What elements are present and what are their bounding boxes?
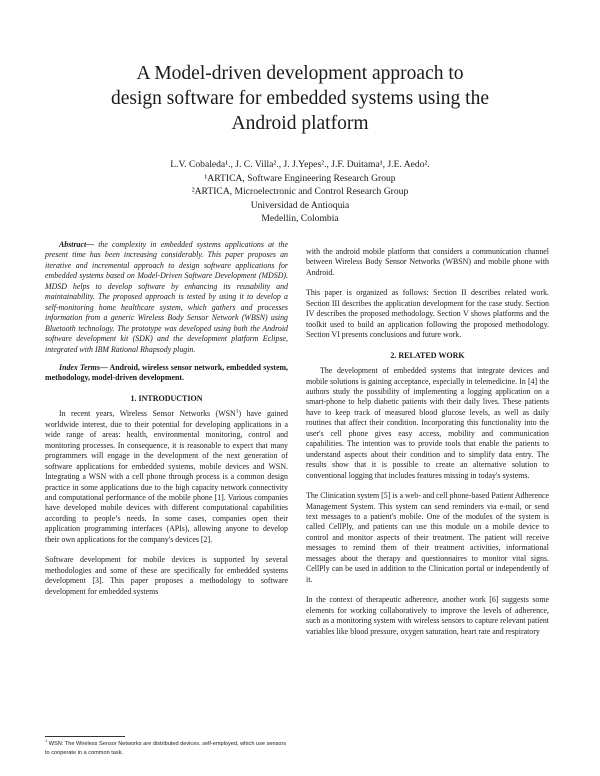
footnote-marker: 1: [45, 738, 48, 744]
section-heading-related-work: 2. RELATED WORK: [390, 350, 465, 360]
related-paragraph-2: The Clinication system [5] is a web- and cell phone-based Patient Adherence Management System. This system can send reminders via e-mail, or send text messages to a patient's mobile. One of the modules of the system is called CellPly, and patients can use this module on a mobile device to control and monitor aspects of their treatment. The patient will receive messages to remind them of their treatment activities, informational messages about the therapy and questionnaires to monitor vital signs. CellPly can be used in addition to the Clinication portal or independently of it.: [306, 491, 549, 584]
footnote: [45, 740, 288, 757]
footnote-divider: [45, 736, 125, 737]
section-heading-introduction: 1. INTRODUCTION: [130, 393, 203, 403]
intro-p1-rest: ) have gained worldwide interest, due to their potential for developing applications in a wide range of areas: health, environmental monitoring, control and monitoring processes. In consequence, it is reasonable to expect that many programmers will engage in the development of the next generation of software applications for embedded systems, mobile devices and WSN. Integrating a WSN with a cell phone through process is a common design practice in some applications due to the high capacity network connectivity and computational performance of the mobile phone [1]. Various companies have developed mobile devices with different computational capabilities according to people’s needs. In some cases, companies open their application programming interfaces (APIs), allowing anyone to develop their own applications for the company's devices [2].: [45, 409, 288, 544]
left-column: [45, 240, 288, 597]
abstract-label: Abstract—: [59, 240, 95, 249]
related-paragraph-3: In the context of therapeutic adherence, another work [6] suggests some elements for working collaboratively to improve the levels of adherence, such as a monitoring system with wireless sensors to capture relevant patient variables like blood pressure, oxygen saturation, heart rate and respiratory: [306, 595, 549, 636]
index-terms: [45, 363, 288, 384]
title-line-3: Android platform: [231, 113, 369, 134]
abstract: [45, 240, 288, 355]
title-line-1: A Model-driven development approach to: [136, 63, 464, 84]
location: Medellin, Colombia: [261, 213, 339, 224]
title-line-2: design software for embedded systems using the: [110, 88, 489, 109]
footnote-ref: 1: [235, 408, 239, 415]
intro-paragraph-1: [45, 409, 288, 545]
related-paragraph-1: The development of embedded systems that integrate devices and mobile solutions is gaining acceptance, especially in telemedicine. In [4] the authors study the possibility of implementing a logging application on a smart-phone to help diabetic patients with their daily lives. These patients have to keep track of measured blood glucose levels, as well as daily routines that affect their condition. Incorporating this functionality into the user's cell phone gives easy access, mobility and communication capabilities. The intention was to provide tools that enable the patients to understand aspects about their condition and to simplify data entry. The results show that it is possible to create an alternative solution to conventional logging that includes features missing in today's systems.: [306, 366, 549, 480]
university: Universidad de Antioquia: [250, 199, 350, 211]
index-terms-text: Android, wireless sensor network, embedded system, methodology, model-driven development.: [45, 362, 288, 383]
affiliation-1: ¹ARTICA, Software Engineering Research Group: [204, 172, 396, 184]
index-terms-label: Index Terms—: [59, 362, 108, 372]
footnote-text: WSN: The Wireless Sensor Networks are distributed devices, self-employed, which use sensors to cooperate in a common task.: [45, 741, 287, 756]
organization-paragraph: This paper is organized as follows: Section II describes related work. Section III describes the application development for the case study. Section IV describes the proposed methodology. Section V shows platforms and the toolkit used to build an application following the proposed methodology. Section VI presents conclusions and future work.: [306, 288, 549, 340]
author-block: [100, 158, 500, 226]
affiliation-2: ²ARTICA, Microelectronic and Control Research Group: [191, 186, 409, 197]
intro-paragraph-3: with the android mobile platform that considers a communication channel between Wireless Body Sensor Networks (WBSN) and mobile phone with Android.: [306, 247, 549, 277]
intro-paragraph-2: Software development for mobile devices is supported by several methodologies and some of these are specifically for embedded systems development [3]. This paper proposes a methodology to software development for embedded systems: [45, 555, 288, 596]
author-names: L.V. Cobaleda¹., J. C. Villa²., J. J.Yepes²., J.F. Duitama¹, J.E. Aedo².: [170, 159, 430, 170]
abstract-text: the complexity in embedded systems applications at the present time has been increasing considerably. This paper proposes an iterative and incremental approach to design software applications for embedded systems based on Model-Driven Software Development (MDSD). MDSD helps to develop software by enhancing its reusability and maintainability. The proposed approach is tested by using it to develop a self-monitoring home healthcare system, which gathers and processes information from a generic Wireless Body Sensor Network (WBSN) using Bluetooth technology. The prototype was developed using both the Android software development kit (SDK) and the development platform Eclipse, integrated with IBM Rational Rhapsody plugin.: [45, 240, 288, 354]
intro-p1-start: In recent years, Wireless Sensor Networks (WSN: [59, 409, 236, 419]
right-column: [306, 247, 549, 637]
paper-title: [60, 61, 540, 136]
